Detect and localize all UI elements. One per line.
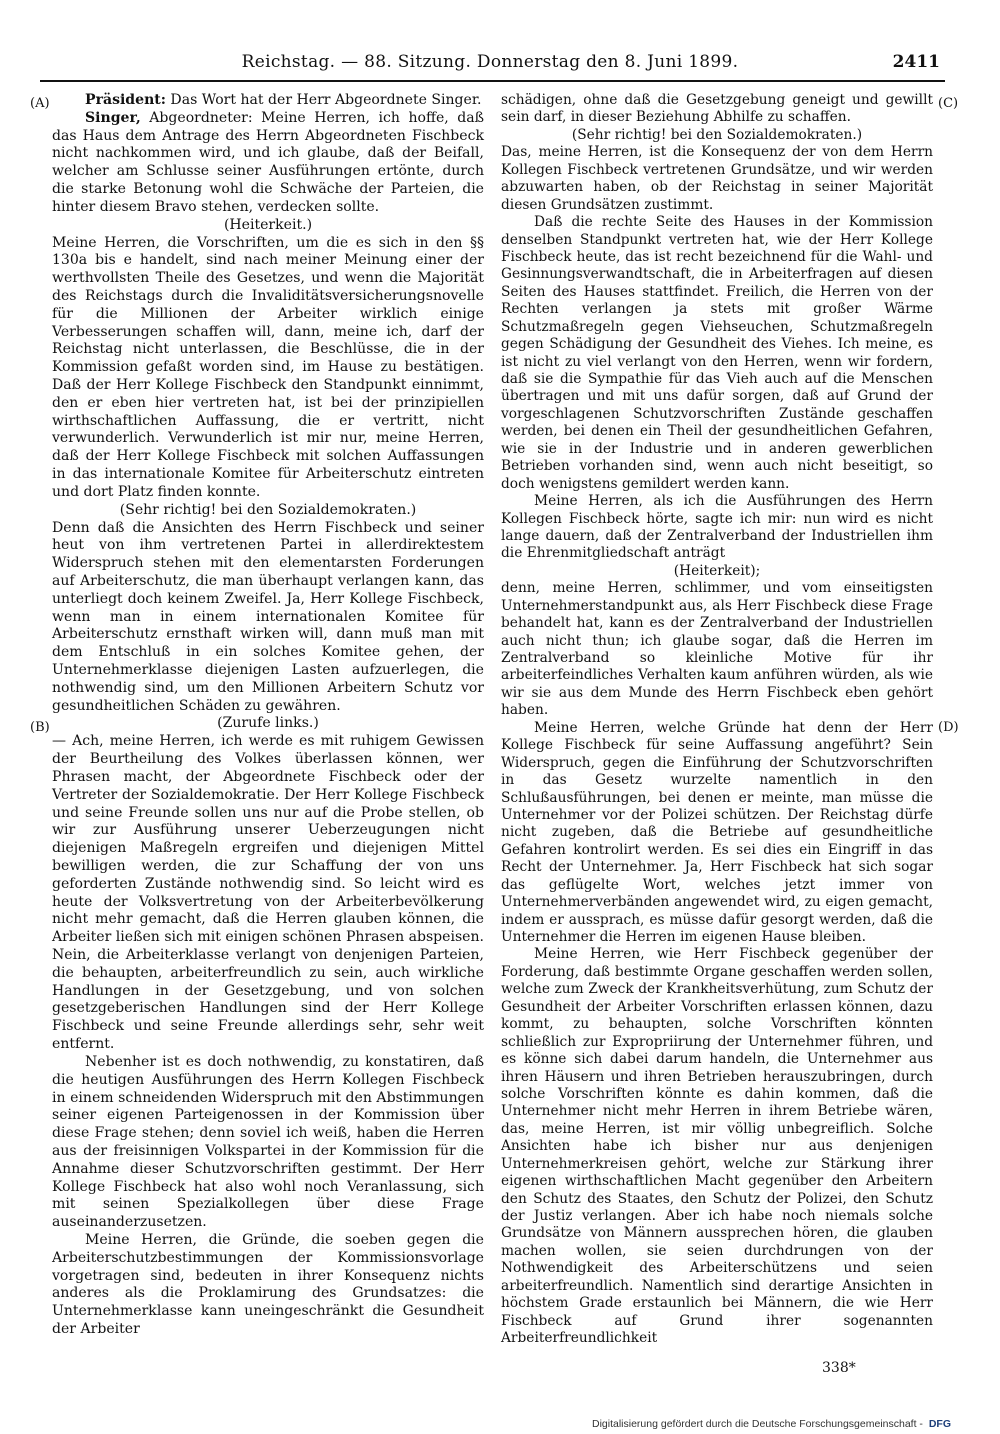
dfg-logo: DFG	[928, 1418, 952, 1430]
header-rule	[40, 80, 945, 82]
speaker-name: Präsident:	[85, 92, 166, 108]
speaker-name: Singer,	[85, 109, 141, 126]
margin-mark-d: (D)	[938, 720, 959, 735]
sheet-signature: 338*	[822, 1360, 856, 1376]
paragraph	[52, 92, 484, 110]
paragraph: Meine Herren, die Gründe, die soeben gegen die Arbeiterschutzbestimmungen der Kommissionsvorlage vorgetragen sind, bedeuten in ihrer Konsequenz nichts anderes als die Proklamirung des Grundsatzes: die Unternehmerklasse kann uneingeschränkt die Gesundheit der Arbeiter	[52, 1232, 484, 1338]
margin-mark-b: (B)	[30, 720, 50, 735]
paragraph: — Ach, meine Herren, ich werde es mit ruhigem Gewissen der Beurtheilung des Volkes überlassen können, wer Phrasen macht, der Abgeordnete Fischbeck oder der Vertreter der Sozialdemokratie. Der Herr Kollege Fischbeck und seine Freunde sollen uns nur auf die Probe stellen, ob wir zur Ausführung unserer Ueberzeugungen nicht diejenigen Maßregeln ergreifen und diejenigen Mittel bewilligen werden, die zur Schaffung der von uns geforderten Zustände nothwendig sind. So leicht wird es heute der Volksvertretung von der Arbeiterbevölkerung nicht mehr gemacht, daß die Herren glauben können, die Arbeiter ließen sich mit einigen schönen Phrasen abspeisen. Nein, die Arbeiterklasse verlangt von denjenigen Parteien, die behaupten, arbeiterfreundlich zu sein, auch wirkliche Handlungen in der Gesetzgebung, und von solchen gesetzgeberischen Handlungen sind der Herr Kollege Fischbeck und seine Freunde allerdings sehr, sehr weit entfernt.	[52, 733, 484, 1053]
interjection: (Heiterkeit.)	[223, 216, 313, 233]
paragraph: Das, meine Herren, ist die Konsequenz der von dem Herrn Kollegen Fischbeck vertretenen Grundsätze, und wir werden abzuwarten haben, ob der Reichstag in seiner Majorität diesen Grundsätzen zustimmt.	[501, 144, 933, 213]
speech-text: Abgeordneter: Meine Herren, ich hoffe, daß das Haus dem Antrage des Herrn Abgeordneten Fischbeck nicht nachkommen wird, und ich glaube, daß der Beifall, welcher am Schlusse seiner Ausführungen ertönte, durch die starke Betonung wohl die Schwäche der Parteien, die hinter diesem Bravo stehen, verdecken sollte.	[52, 109, 484, 215]
paragraph: Denn daß die Ansichten des Herrn Fischbeck und seiner heut von ihm vertretenen Partei in allerdirektestem Widerspruch stehen mit den elementarsten Forderungen auf Arbeiterschutz, die man überhaupt verlangen kann, das unterliegt doch keinem Zweifel. Ja, Herr Kollege Fischbeck, wenn man in einem internationalen Komitee für Arbeiterschutz ernsthaft wirken will, dann muß man mit dem Entschluß in ein solches Komitee gehen, der Unternehmerklasse diejenigen Lasten aufzuerlegen, die nothwendig sind, um den Millionen Arbeitern Schutz vor gesundheitlichen Schäden zu gewähren.	[52, 519, 484, 714]
speech-text: Das Wort hat der Herr Abgeordnete Singer.	[165, 92, 482, 108]
right-column	[501, 92, 933, 1348]
paragraph: Nebenher ist es doch nothwendig, zu konstatiren, daß die heutigen Ausführungen des Herrn Kollegen Fischbeck in einem schneidenden Widerspruch mit den Abstimmungen seiner eigenen Parteigenossen in der Kommission über diese Frage stehen; denn soviel ich weiß, haben die Herren aus der freisinnigen Volkspartei in der Kommission für die Annahme dieser Schutzvorschriften gestimmt. Der Herr Kollege Fischbeck hat also wohl noch Veranlassung, sich mit seinen Spezialkollegen über diese Frage auseinanderzusetzen.	[52, 1053, 484, 1231]
footer-text: Digitalisierung gefördert durch die Deutsche Forschungsgemeinschaft -	[592, 1418, 923, 1430]
paragraph: Meine Herren, als ich die Ausführungen des Herrn Kollegen Fischbeck hörte, sagte ich mir: nun wird es nicht lange dauern, daß der Zentralverband der Industriellen ihm die Ehrenmitgliedschaft anträgt	[501, 493, 933, 562]
margin-mark-c: (C)	[938, 96, 959, 111]
interjection: (Heiterkeit);	[673, 562, 761, 579]
margin-mark-a: (A)	[30, 96, 50, 111]
running-title: Reichstag. — 88. Sitzung. Donnerstag den 8. Juni 1899.	[241, 52, 739, 72]
interjection: (Sehr richtig! bei den Sozialdemokraten.)	[119, 501, 417, 518]
interjection: (Sehr richtig! bei den Sozialdemokraten.)	[571, 126, 863, 143]
paragraph: Meine Herren, die Vorschriften, um die es sich in den §§ 130a bis e handelt, sind nach meiner Meinung einer der werthvollsten Theile des Gesetzes, und wenn die Majorität des Reichstags durch die Invaliditätsversicherungsnovelle für die Millionen der Arbeiter wirklich einige Verbesserungen schaffen will, dann, meine ich, darf der Reichstag nicht unterlassen, die Beschlüsse, die in der Kommission gefaßt worden sind, im Hause zu bestätigen. Daß der Herr Kollege Fischbeck den Standpunkt einnimmt, den er eben hier vertreten hat, ist bei der prinzipiellen wirthschaftlichen Auffassung, die er vertritt, nicht verwunderlich. Verwunderlich ist mir nur, meine Herren, daß der Herr Kollege Fischbeck mit solchen Auffassungen in das internationale Komitee für Arbeiterschutz eintreten und dort Platz finden konnte.	[52, 234, 484, 500]
paragraph: schädigen, ohne daß die Gesetzgebung geneigt und gewillt sein darf, in dieser Beziehung Abhilfe zu schaffen.	[501, 92, 933, 126]
left-column	[52, 92, 484, 1339]
footer-credit	[592, 1418, 951, 1430]
paragraph: Daß die rechte Seite des Hauses in der Kommission denselben Standpunkt vertreten hat, wie der Herr Kollege Fischbeck heute, das ist recht bezeichnend für die Wahl- und Gesinnungsverwandtschaft, die in Arbeiterfragen auf diesen Seiten des Hauses stattfindet. Freilich, die Herren von der Rechten verlangen ja stets mit großer Wärme Schutzmaßregeln gegen Viehseuchen, Schutzmaßregeln gegen Schädigung der Gesundheit des Viehes. Ich meine, es ist nicht zu viel verlangt von den Herren, wenn wir fordern, daß sie die Sympathie für das Vieh auch auf die Menschen übertragen und mit uns dafür sorgen, daß auf Grund der vorgeschlagenen Schutzvorschriften Zustände geschaffen werden, bei denen ein Theil der gesundheitlichen Gefahren, wie sie in der Industrie und in anderen gewerblichen Betrieben vorhanden sind, wenn auch nicht beseitigt, so doch wenigstens gemildert werden kann.	[501, 214, 933, 492]
paragraph: denn, meine Herren, schlimmer, und vom einseitigsten Unternehmerstandpunkt aus, als Herr Fischbeck diese Frage behandelt hat, kann es der Zentralverband der Industriellen auch nicht thun; ich glaube sogar, daß die Herren im Zentralverband so kleinliche Motive für ihr arbeiterfeindliches Verhalten kaum anführen würden, als wie wir sie aus dem Munde des Herrn Fischbeck eben gehört haben.	[501, 580, 933, 719]
page-header	[40, 52, 940, 76]
paragraph	[52, 110, 484, 217]
page-number: 2411	[892, 52, 940, 72]
paragraph: Meine Herren, welche Gründe hat denn der Herr Kollege Fischbeck für seine Auffassung angeführt? Sein Widerspruch, gegen die Einführung der Schutzvorschriften in das Gesetz wurzelte namentlich in den Schlußausführungen, bei denen er meinte, man müsse die Unternehmer vor der Polizei schützen. Der Reichstag dürfe nicht zugeben, daß die Betriebe auf gesundheitliche Gefahren kontrolirt werden. Es sei dies ein Eingriff in das Recht der Unternehmer. Ja, Herr Fischbeck hat sich sogar das geflügelte Wort, welches jetzt immer von Unternehmerverbänden angewendet wird, zu eigen gemacht, indem er aussprach, es müsse dafür gesorgt werden, daß die Unternehmer die Herren im eigenen Hause bleiben.	[501, 719, 933, 945]
paragraph: Meine Herren, wie Herr Fischbeck gegenüber der Forderung, daß bestimmte Organe geschaffen werden sollen, welche zum Zweck der Krankheitsverhütung, zum Schutz der Gesundheit der Arbeiter Vorschriften erlassen können, dazu kommt, zu behaupten, solche Vorschriften könnten schließlich zur Expropriirung der Unternehmer führen, und es könne sich dabei darum handeln, die Unternehmer aus ihren Häusern und ihren Betrieben herauszubringen, durch solche Vorschriften könnte es dahin kommen, daß die Unternehmer nicht mehr Herren in ihrem Betriebe wären, das, meine Herren, ist mir völlig unbegreiflich. Solche Ansichten habe ich bisher nur aus denjenigen Unternehmerkreisen gehört, welche zur Stärkung ihrer eigenen wirthschaftlichen Macht gegenüber den Arbeitern den Schutz des Staates, den Schutz der Polizei, den Schutz der Justiz verlangen. Aber ich habe noch niemals solche Grundsätze von Männern aussprechen hören, die glauben machen wollen, sie seien durchdrungen von der Nothwendigkeit des Arbeiterschützens und seien arbeiterfreundlich. Namentlich sind derartige Ansichten in höchstem Grade erstaunlich bei Männern, die wie Herr Fischbeck auf Grund ihrer sogenannten Arbeiterfreundlichkeit	[501, 946, 933, 1347]
interjection: (Zurufe links.)	[217, 715, 319, 732]
